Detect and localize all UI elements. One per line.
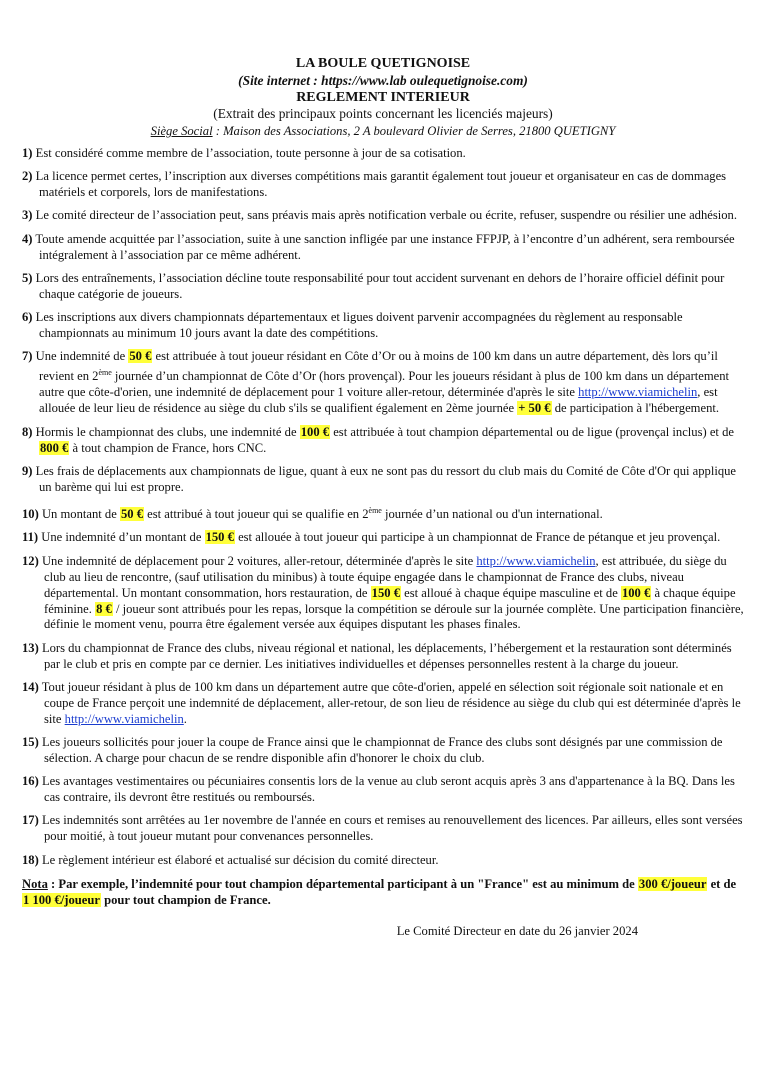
rule-number: 4) xyxy=(22,231,33,246)
rule-text: Est considéré comme membre de l’association, toute personne à jour de sa cotisation. xyxy=(32,145,466,160)
rule-text: Toute amende acquittée par l’association, suite à une sanction infligée par une instance FFPJP, à l’encontre d’un adhérent, sera remboursée intégralement à l’association par ce même adhérent. xyxy=(32,231,735,262)
rule-text: Le règlement intérieur est élaboré et actualisé sur décision du comité directeur. xyxy=(38,852,439,867)
rule-number: 1) xyxy=(22,145,33,160)
head-office-label: Siège Social xyxy=(150,124,213,139)
nota-label: Nota xyxy=(22,876,48,891)
amount-highlight: + 50 € xyxy=(518,401,551,416)
amount-highlight: 800 € xyxy=(40,440,69,455)
nota-text: : Par exemple, l’indemnité pour tout champion départemental participant à un "France" est au minimum de xyxy=(47,876,638,891)
rule-text: Les indemnités sont arrêtées au 1er novembre de l'année en cours et remises au renouvellement des licences. Par ailleurs, elles sont versées pour moitié, à tout joueur mutant pour convenances personnelles. xyxy=(38,813,743,844)
rule-text: . xyxy=(183,711,187,726)
rule-text: Les inscriptions aux divers championnats départementaux et ligues doivent parvenir accompagnées du règlement au responsable championnats au minimum 10 jours avant la date des compétitions. xyxy=(32,310,683,341)
rule-text: Lors du championnat de France des clubs, niveau régional et national, les déplacements, l’hébergement et la restauration sont déterminés par le club et pris en compte par ce dernier. Les initiatives individuelles et dépenses personnelles restent à la charge du joueur. xyxy=(38,640,732,671)
amount-highlight: 100 € xyxy=(300,424,330,439)
amount-highlight: 150 € xyxy=(371,585,400,600)
rule-text: Un montant de xyxy=(38,507,120,522)
rule-number: 10) xyxy=(22,507,39,522)
viamichelin-link[interactable]: http://www.viamichelin xyxy=(578,385,698,400)
rule-17 xyxy=(22,813,744,845)
rule-6 xyxy=(22,310,744,342)
rule-text: Les avantages vestimentaires ou pécuniaires consentis lors de la venue au club seront acquis après 3 ans d'appartenance à la BQ. Dans les cas contraire, ils devront être restitués ou remboursés. xyxy=(38,774,735,805)
rule-3 xyxy=(22,208,744,224)
rule-text: à chaque équipe féminine. xyxy=(44,585,736,616)
rule-text: Les frais de déplacements aux championnats de ligue, quant à eux ne sont pas du ressort du club mais du Comité de Côte d'Or qui applique un barème qui lui est propre. xyxy=(32,463,736,494)
rule-5 xyxy=(22,271,744,303)
rule-text: Tout joueur résidant à plus de 100 km dans un département autre que côte-d'orien, appelé en sélection soit régionale soit nationale et en coupe de France perçoit une indemnité de déplacement, aller-retour, de son lieu de résidence au siège du club qui est déterminée d'après le site xyxy=(38,679,741,726)
nota-note xyxy=(22,876,744,908)
rule-text: Le comité directeur de l’association peut, sans préavis mais après notification verbale ou écrite, refuser, suspendre ou résilier une adhésion. xyxy=(32,208,737,223)
rule-text: à tout champion de France, hors CNC. xyxy=(69,440,267,455)
rule-text: est attribué à tout joueur qui se qualifie en 2 xyxy=(144,507,369,522)
rule-text: de participation à l'hébergement. xyxy=(551,401,720,416)
rule-text: La licence permet certes, l’inscription aux diverses compétitions mais garantit également tout joueur et organisateur en cas de dommages matériels et corporels, lors de manifestations. xyxy=(32,169,727,200)
rule-number: 16) xyxy=(22,774,39,789)
rules-list xyxy=(22,146,744,869)
rule-text: Lors des entraînements, l’association décline toute responsabilité pour tout accident survenant en dehors de l’horaire officiel définit pour chaque catégorie de joueurs. xyxy=(32,270,725,301)
head-office-line xyxy=(22,123,744,140)
rule-16 xyxy=(22,774,744,806)
rule-text: est alloué à chaque équipe masculine et de xyxy=(401,585,621,600)
viamichelin-link[interactable]: http://www.viamichelin xyxy=(64,711,184,726)
ordinal-suffix: ème xyxy=(368,506,382,515)
rule-2 xyxy=(22,169,744,201)
rule-15 xyxy=(22,735,744,767)
nota-text: et de xyxy=(707,876,737,891)
rule-text: journée d’un championnat de Côte d’Or (hors provençal). Pour les joueurs résidant à plus de 100 km dans un département autre que côte-d'orien, une indemnité de déplacement pour 1 voiture aller-retour, déterminée d'après le site xyxy=(39,369,730,400)
document-page xyxy=(22,56,744,939)
ordinal-suffix: ème xyxy=(98,368,112,378)
rule-number: 13) xyxy=(22,640,39,655)
rule-text: journée d’un national ou d'un international. xyxy=(381,507,603,522)
rule-text: , est attribuée, du siège du club au lieu de rencontre, (sauf utilisation du minibus) à toute équipe engagée dans le championnat de France des clubs, niveau départemental. Un montant consommation, hors restauration, de xyxy=(44,553,727,600)
amount-highlight: 300 €/joueur xyxy=(638,876,707,891)
rule-text: est attribuée à tout champion départemental ou de ligue (provençal inclus) et de xyxy=(330,424,734,439)
rule-11 xyxy=(22,530,744,546)
rule-8 xyxy=(22,425,744,457)
rule-text: / joueur sont attribués pour les repas, lorsque la compétition se déroule sur la journée complète. Une participation financière, définie le moment venu, pourra être également versée aux équipes disputant les phases finales. xyxy=(44,601,744,632)
club-title: LA BOULE QUETIGNOISE xyxy=(295,56,471,71)
rule-number: 9) xyxy=(22,463,33,478)
rule-number: 14) xyxy=(22,679,39,694)
rule-number: 15) xyxy=(22,735,39,750)
rule-text: est allouée à tout joueur qui participe à un championnat de France de pétanque et jeu provençal. xyxy=(234,530,721,545)
amount-highlight: 8 € xyxy=(96,601,112,616)
document-title: REGLEMENT INTERIEUR xyxy=(296,89,470,105)
rule-4 xyxy=(22,232,744,264)
rule-text: Une indemnité de xyxy=(32,349,129,364)
amount-highlight: 100 € xyxy=(621,585,651,600)
rule-number: 2) xyxy=(22,169,33,184)
document-header xyxy=(22,56,744,140)
rule-number: 5) xyxy=(22,270,33,285)
rule-text: Une indemnité d’un montant de xyxy=(38,530,205,545)
amount-highlight: 150 € xyxy=(205,530,234,545)
rule-text: , est allouée de leur lieu de résidence au siège du club s'ils se qualifient également en 2ème journée xyxy=(39,385,718,416)
amount-highlight: 1 100 €/joueur xyxy=(23,893,100,908)
rule-number: 6) xyxy=(22,310,33,325)
rule-text: Les joueurs sollicités pour jouer la coupe de France ainsi que le championnat de France des clubs sont désignés par une commission de sélection. A charge pour chacun de se rendre disponible afin d'honorer le choix du club. xyxy=(38,735,723,765)
signature-line: Le Comité Directeur en date du 26 janvier 2024 xyxy=(396,924,638,939)
rule-text: est attribuée à tout joueur résidant en Côte d’Or ou à moins de 100 km dans un autre département, dès lors qu’il revient en 2 xyxy=(39,349,718,384)
rule-14 xyxy=(22,680,744,728)
rule-number: 17) xyxy=(22,813,39,828)
rule-number: 12) xyxy=(22,553,39,568)
rule-13 xyxy=(22,641,744,673)
viamichelin-link[interactable]: http://www.viamichelin xyxy=(476,553,596,568)
nota-text: pour tout champion de France. xyxy=(100,893,271,908)
amount-highlight: 50 € xyxy=(120,507,143,522)
rule-number: 3) xyxy=(22,208,33,223)
rule-text: Une indemnité de déplacement pour 2 voitures, aller-retour, déterminée d'après le site xyxy=(38,553,477,568)
extract-note: (Extrait des principaux points concernant les licenciés majeurs) xyxy=(213,106,553,122)
rule-number: 7) xyxy=(22,349,33,364)
rule-1 xyxy=(22,146,744,162)
website-line: (Site internet : https://www.lab oulequetignoise.com) xyxy=(238,72,528,88)
rule-number: 18) xyxy=(22,852,39,867)
head-office-address: : Maison des Associations, 2 A boulevard Olivier de Serres, 21800 QUETIGNY xyxy=(212,124,616,139)
rule-number: 8) xyxy=(22,424,33,439)
rule-9 xyxy=(22,464,744,496)
rule-7 xyxy=(22,349,744,417)
rule-10 xyxy=(22,503,744,523)
rule-12 xyxy=(22,554,744,634)
amount-highlight: 50 € xyxy=(129,349,152,364)
rule-18 xyxy=(22,853,744,869)
rule-number: 11) xyxy=(22,530,39,545)
rule-text: Hormis le championnat des clubs, une indemnité de xyxy=(32,424,300,439)
